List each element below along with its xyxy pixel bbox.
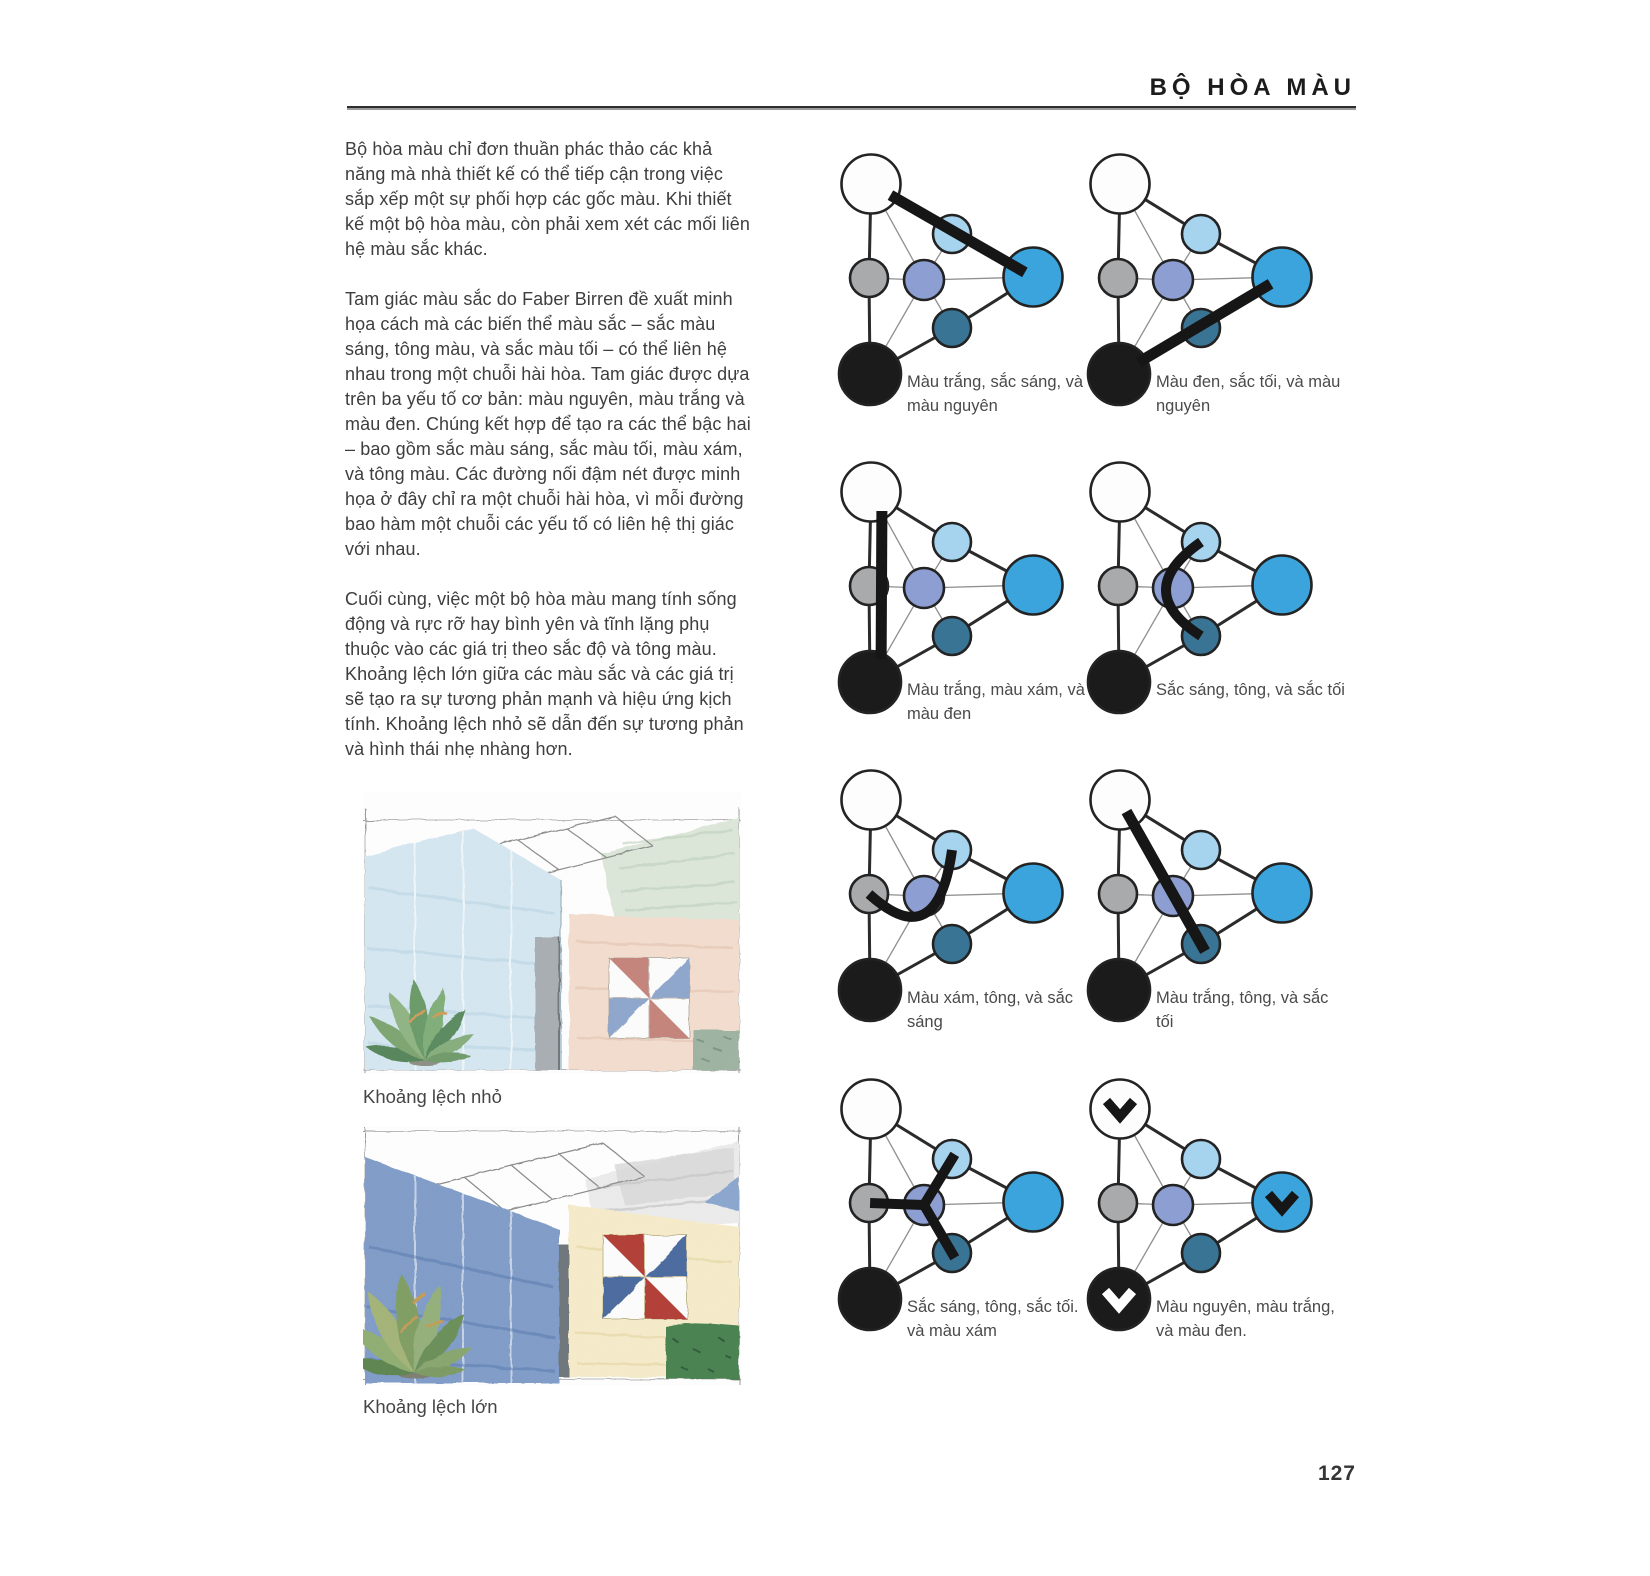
pencil-grain	[363, 792, 741, 1073]
color-triangle-diagram-8	[1054, 1055, 1344, 1360]
tone-node	[904, 260, 944, 300]
diagram-caption: Màu trắng, tông, và sắc tối	[1156, 989, 1329, 1031]
white-node	[842, 155, 901, 214]
shade-node	[933, 309, 971, 347]
diagram-caption: Màu đen, sắc tối, và màu nguyên	[1156, 373, 1341, 415]
figure-sketch-small-interval	[363, 792, 741, 1073]
black-node	[1088, 1268, 1150, 1330]
black-node	[839, 343, 901, 405]
diagram-caption: Màu trắng, màu xám, và màu đen	[907, 681, 1085, 723]
white-node	[1091, 155, 1150, 214]
color-triangle-diagram-4	[1054, 438, 1344, 743]
hue-node	[1253, 1173, 1312, 1232]
tint-node	[1182, 215, 1220, 253]
black-node	[839, 959, 901, 1021]
color-triangle-diagram-1	[805, 130, 1095, 435]
white-node	[1091, 771, 1150, 830]
tone-node	[1153, 1185, 1193, 1225]
body-paragraph-3: Cuối cùng, việc một bộ hòa màu mang tính sống động và rực rỡ hay bình yên và tĩnh lặng phụ thuộc vào các giá trị theo sắc độ và tông màu. Khoảng lệch lớn giữa các màu sắc và các giá trị sẽ tạo ra sự tương phản mạnh và hiệu ứng kịch tính. Khoảng lệch nhỏ sẽ dẫn đến sự tương phản và hình thái nhẹ nhàng hơn.	[345, 589, 744, 759]
hue-node	[1253, 556, 1312, 615]
white-node	[1091, 463, 1150, 522]
color-triangle-diagram-5	[805, 746, 1095, 1051]
diagram-caption: Sắc sáng, tông, sắc tối. và màu xám	[907, 1298, 1079, 1340]
tone-node	[1153, 260, 1193, 300]
harmony-path	[870, 1203, 924, 1205]
body-paragraph-1: Bộ hòa màu chỉ đơn thuần phác thảo các khả năng mà nhà thiết kế có thể tiếp cận trong việc sắp xếp một sự phối hợp các gốc màu. Khi thiết kế một bộ hòa màu, còn phải xem xét các mối liên hệ màu sắc khác.	[345, 139, 751, 259]
color-triangle-diagram-3	[805, 438, 1095, 743]
gray-node	[1099, 1184, 1137, 1222]
harmony-path	[890, 195, 1024, 272]
white-node	[842, 463, 901, 522]
tint-node	[1182, 831, 1220, 869]
gray-node	[850, 259, 888, 297]
sketch-caption-large-interval: Khoảng lệch lớn	[363, 1396, 498, 1417]
gray-node	[1099, 259, 1137, 297]
diagram-caption: Màu xám, tông, và sắc sáng	[907, 989, 1073, 1031]
white-node	[1091, 1080, 1150, 1139]
diagram-caption: Màu nguyên, màu trắng, và màu đen.	[1156, 1298, 1335, 1340]
sketch-small-interval-drawing	[363, 792, 741, 1073]
tone-node	[904, 568, 944, 608]
black-node	[839, 1268, 901, 1330]
color-triangle-diagram-7	[805, 1055, 1095, 1360]
black-node	[1088, 343, 1150, 405]
figure-sketch-large-interval	[363, 1127, 741, 1385]
white-node	[842, 771, 901, 830]
tint-node	[933, 523, 971, 561]
page-header-title: BỘ HÒA MÀU	[1149, 74, 1356, 101]
diagram-caption: Màu trắng, sắc sáng, và màu nguyên	[907, 373, 1084, 415]
color-triangle-diagram-2	[1054, 130, 1344, 435]
harmony-path	[881, 511, 882, 659]
hue-node	[1253, 248, 1312, 307]
black-node	[1088, 651, 1150, 713]
diagram-caption: Sắc sáng, tông, và sắc tối	[1156, 681, 1345, 699]
color-triangle-diagram-6	[1054, 746, 1344, 1051]
header-rule	[347, 106, 1356, 110]
gray-node	[1099, 875, 1137, 913]
hue-node	[1253, 864, 1312, 923]
sketch-large-interval-drawing	[363, 1127, 741, 1385]
white-node	[842, 1080, 901, 1139]
page-number: 127	[1317, 1462, 1356, 1485]
shade-node	[1182, 1234, 1220, 1272]
pencil-grain	[363, 1127, 741, 1385]
shade-node	[933, 617, 971, 655]
body-paragraph-2: Tam giác màu sắc do Faber Birren đề xuất minh họa cách mà các biến thể màu sắc – sắc màu sáng, tông màu, và sắc màu tối – có thể liên hệ nhau trong một chuỗi hài hòa. Tam giác được dựa trên ba yếu tố cơ bản: màu nguyên, màu trắng và màu đen. Chúng kết hợp để tạo ra các thể bậc hai – bao gồm sắc màu sáng, sắc màu tối, màu xám, và tông màu. Các đường nối đậm nét được minh họa ở đây chỉ ra một chuỗi hài hòa, vì mỗi đường bao hàm một chuỗi các yếu tố có liên hệ thị giác với nhau.	[345, 289, 751, 559]
shade-node	[933, 925, 971, 963]
gray-node	[1099, 567, 1137, 605]
black-node	[1088, 959, 1150, 1021]
article-text	[345, 137, 751, 762]
sketch-caption-small-interval: Khoảng lệch nhỏ	[363, 1086, 502, 1107]
tint-node	[1182, 1140, 1220, 1178]
harmony-path	[1139, 284, 1271, 363]
black-node	[839, 651, 901, 713]
